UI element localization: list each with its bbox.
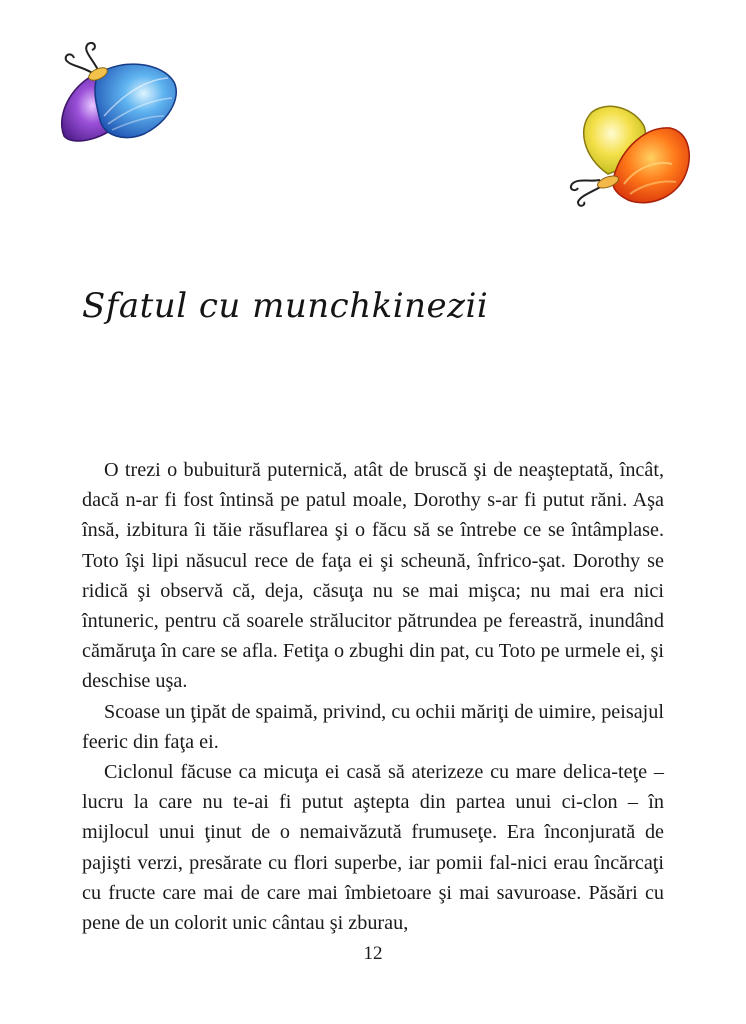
page-number: 12 — [363, 943, 383, 964]
paragraph: Scoase un ţipăt de spaimă, privind, cu ochii măriţi de uimire, peisajul feeric din faţa ei. — [82, 700, 664, 753]
butterfly-blue-icon — [52, 36, 182, 148]
paragraph: O trezi o bubuitură puternică, atât de bruscă şi de neaşteptată, încât, dacă n-ar fi fost întinsă pe patul moale, Dorothy s-ar fi putut răni. Aşa însă, izbitura îi tăie răsuflarea şi o făcu să se întrebe ce se întâmplase. Toto îşi lipi năsucul rece de faţa ei şi scheună, înfrico-şat. Dorothy se ridică şi observă că, deja, căsuţa nu se mai mişca; nu mai era nici întuneric, pentru că soarele strălucitor pătrundea pe fereastră, inundând cămăruţa în care se afla. Fetiţa o zbughi din pat, cu Toto pe urmele ei, şi deschise uşa. — [82, 459, 664, 693]
body-text — [82, 455, 664, 938]
paragraph: Ciclonul făcuse ca micuţa ei casă să aterizeze cu mare delica-teţe – lucru la care nu te-ai fi putut aştepta din partea unui ci-clon – în mijlocul unui ţinut de o nemaivăzută frumuseţe. Era înconjurată de pajişti verzi, presărate cu flori superbe, iar pomii fal-nici erau încărcaţi cu fructe care mai de care mai îmbietoare şi mai savuroase. Păsări cu pene de un colorit unic cântau şi zburau, — [82, 761, 664, 935]
butterfly-orange-icon — [558, 98, 696, 216]
chapter-title: Sfatul cu munchkinezii — [82, 286, 489, 326]
